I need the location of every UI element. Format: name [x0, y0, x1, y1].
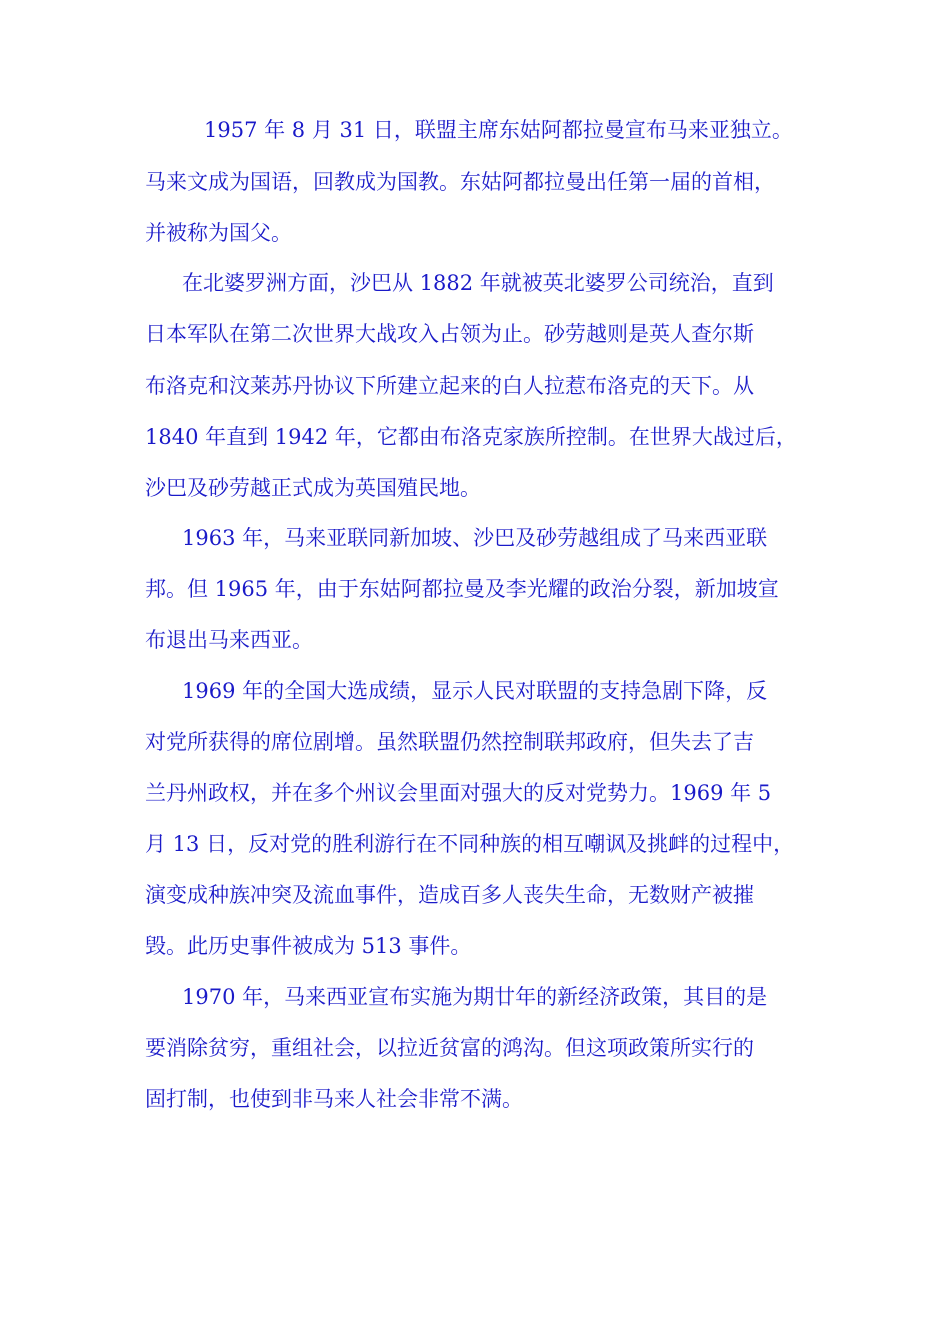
text-line: 对党所获得的席位剧增。虽然联盟仍然控制联邦政府，但失去了吉 [145, 730, 754, 754]
text-line: 马来文成为国语，回教成为国教。东姑阿都拉曼出任第一届的首相， [145, 170, 775, 194]
text-line: 要消除贫穷，重组社会，以拉近贫富的鸿沟。但这项政策所实行的 [145, 1036, 754, 1060]
text-line: 邦。但 1965 年，由于东姑阿都拉曼及李光耀的政治分裂，新加坡宣 [145, 577, 779, 601]
text-line: 沙巴及砂劳越正式成为英国殖民地。 [145, 476, 481, 500]
text-line: 毁。此历史事件被成为 513 事件。 [145, 934, 472, 958]
text-line: 月 13 日，反对党的胜利游行在不同种族的相互嘲讽及挑衅的过程中， [145, 832, 795, 856]
text-line: 日本军队在第二次世界大战攻入占领为止。砂劳越则是英人查尔斯 [145, 322, 754, 346]
text-line: 1957 年 8 月 31 日，联盟主席东姑阿都拉曼宣布马来亚独立。 [204, 118, 793, 142]
text-line: 布洛克和汶莱苏丹协议下所建立起来的白人拉惹布洛克的天下。从 [145, 374, 754, 398]
text-line: 固打制，也使到非马来人社会非常不满。 [145, 1087, 523, 1111]
text-line: 并被称为国父。 [145, 221, 292, 245]
text-line: 在北婆罗洲方面，沙巴从 1882 年就被英北婆罗公司统治，直到 [182, 271, 774, 295]
text-line: 1840 年直到 1942 年，它都由布洛克家族所控制。在世界大战过后， [145, 425, 797, 449]
text-line: 兰丹州政权，并在多个州议会里面对强大的反对党势力。1969 年 5 [145, 781, 772, 805]
text-line: 1970 年，马来西亚宣布实施为期廿年的新经济政策，其目的是 [182, 985, 768, 1009]
text-line: 1963 年，马来亚联同新加坡、沙巴及砂劳越组成了马来西亚联 [182, 526, 768, 550]
text-line: 演变成种族冲突及流血事件，造成百多人丧失生命，无数财产被摧 [145, 883, 754, 907]
text-line: 1969 年的全国大选成绩，显示人民对联盟的支持急剧下降，反 [182, 679, 768, 703]
text-line: 布退出马来西亚。 [145, 628, 313, 652]
